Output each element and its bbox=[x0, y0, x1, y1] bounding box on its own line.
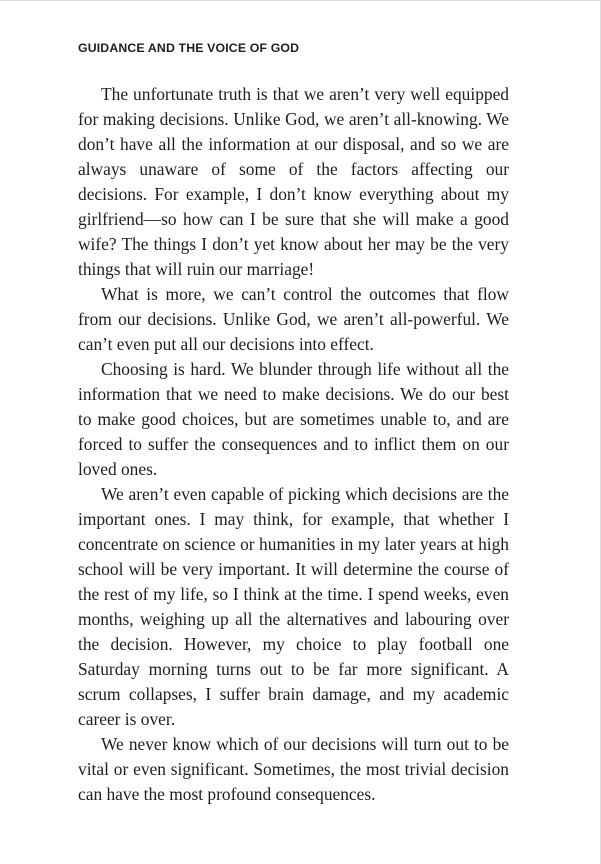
paragraph-4: We aren’t even capable of picking which decisions are the important ones. I may think, for example, that whether I concentrate on science or humanities in my later years at high school will be very important. It will determine the course of the rest of my life, so I think at the time. I spend weeks, even months, weighing up all the alternatives and labouring over the decision. However, my choice to play football one Saturday morning turns out to be far more significant. A scrum collapses, I suffer brain damage, and my academic career is over. bbox=[78, 484, 509, 729]
running-head: GUIDANCE AND THE VOICE OF GOD bbox=[78, 41, 300, 55]
paragraph-5: We never know which of our decisions will turn out to be vital or even significant. Sometimes, the most trivial decision can have the most profound consequences. bbox=[78, 734, 509, 804]
paragraph-3: Choosing is hard. We blunder through life without all the information that we need to make decisions. We do our best to make good choices, but are sometimes unable to, and are forced to suffer the consequences and to inflict them on our loved ones. bbox=[78, 359, 509, 479]
paragraph-1: The unfortunate truth is that we aren’t very well equipped for making decisions. Unlike God, we aren’t all-knowing. We don’t have all the information at our disposal, and so we are always unaware of some of the factors affecting our decisions. For example, I don’t know everything about my girlfriend—so how can I be sure that she will make a good wife? The things I don’t yet know about her may be the very things that will ruin our marriage! bbox=[78, 84, 509, 279]
body-text bbox=[78, 82, 509, 807]
paragraph-2: What is more, we can’t control the outcomes that flow from our decisions. Unlike God, we aren’t all-powerful. We can’t even put all our decisions into effect. bbox=[78, 284, 509, 354]
